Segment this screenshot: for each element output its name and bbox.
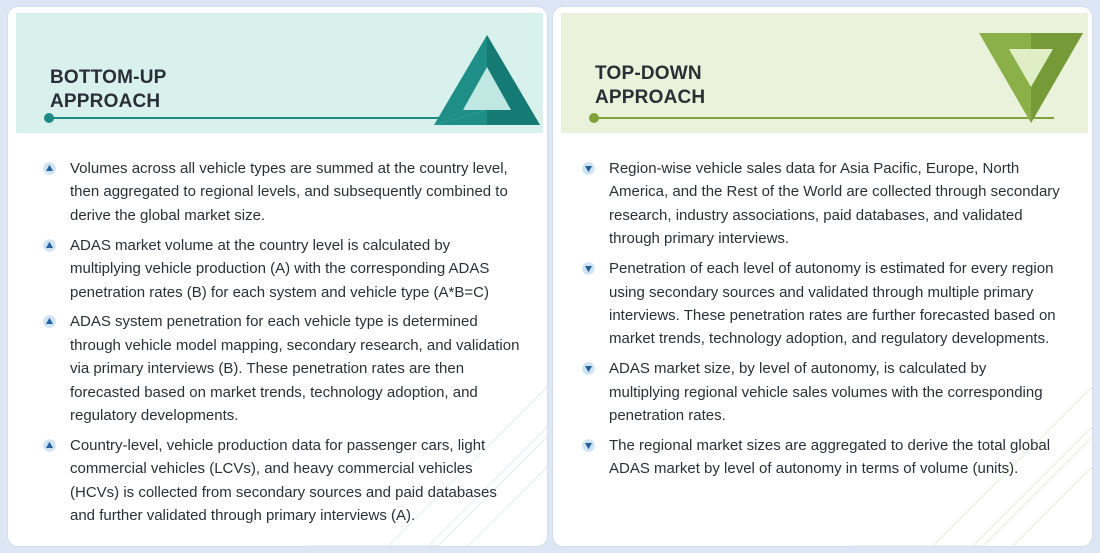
list-item	[42, 157, 522, 227]
bottom-up-title-line1: BOTTOM-UP	[50, 67, 167, 88]
list-item	[581, 357, 1061, 427]
bottom-up-title-line2: APPROACH	[50, 91, 161, 112]
triangle-up-bullet-icon	[42, 162, 57, 175]
top-down-title-line1: TOP-DOWN	[595, 63, 702, 84]
top-down-title-line2: APPROACH	[595, 87, 706, 108]
bullet-text: Region-wise vehicle sales data for Asia Pacific, Europe, North America, and the Rest of the World are collected through secondary research, industry associations, paid databases, and validated through primary interviews.	[609, 160, 1060, 248]
list-item	[581, 257, 1061, 351]
bullet-text: Volumes across all vehicle types are summed at the country level, then aggregated to regional levels, and subsequently combined to derive the global market size.	[70, 160, 508, 224]
triangle-down-bullet-icon	[581, 262, 596, 275]
bottom-up-title	[50, 66, 167, 114]
bottom-up-panel	[8, 7, 547, 546]
triangle-up-icon	[434, 35, 540, 125]
list-item	[581, 157, 1061, 251]
top-down-header	[561, 13, 1088, 133]
triangle-down-bullet-icon	[581, 362, 596, 375]
bullet-text: ADAS market volume at the country level is calculated by multiplying vehicle production (A) with the corresponding ADAS penetration rates (B) for each system and vehicle type (A*B=C)	[70, 236, 490, 301]
bullet-text: Country-level, vehicle production data for passenger cars, light commercial vehicles (LCVs), and heavy commercial vehicles (HCVs) is collected from secondary sources and paid databases and further validated through primary interviews (A).	[70, 436, 497, 525]
triangle-down-bullet-icon	[581, 162, 596, 175]
bottom-up-bullet-list	[42, 157, 522, 534]
triangle-up-bullet-icon	[42, 439, 57, 452]
triangle-up-bullet-icon	[42, 239, 57, 252]
list-item	[42, 310, 522, 427]
list-item	[42, 234, 522, 304]
top-down-bullet-list	[581, 157, 1061, 487]
list-item	[581, 434, 1061, 481]
list-item	[42, 434, 522, 528]
top-down-panel	[553, 7, 1092, 546]
top-down-title	[595, 62, 705, 110]
bullet-text: ADAS market size, by level of autonomy, is calculated by multiplying regional vehicle sales volumes with the corresponding penetration rates.	[609, 360, 1043, 425]
triangle-down-bullet-icon	[581, 439, 596, 452]
bottom-up-header	[16, 13, 543, 133]
bullet-text: The regional market sizes are aggregated to derive the total global ADAS market by level of autonomy in terms of volume (units).	[609, 436, 1051, 478]
triangle-up-bullet-icon	[42, 315, 57, 328]
bullet-text: ADAS system penetration for each vehicle type is determined through vehicle model mapping, secondary research, and validation via primary interviews (B). These penetration rates are then forecasted based on market trends, technology adoption, and regulatory developments.	[70, 313, 520, 425]
triangle-down-icon	[979, 33, 1083, 123]
bullet-text: Penetration of each level of autonomy is estimated for every region using secondary sources and validated through multiple primary interviews. These penetration rates are further forecasted based on market trends, technology adoption, and regulatory developments.	[609, 260, 1056, 348]
